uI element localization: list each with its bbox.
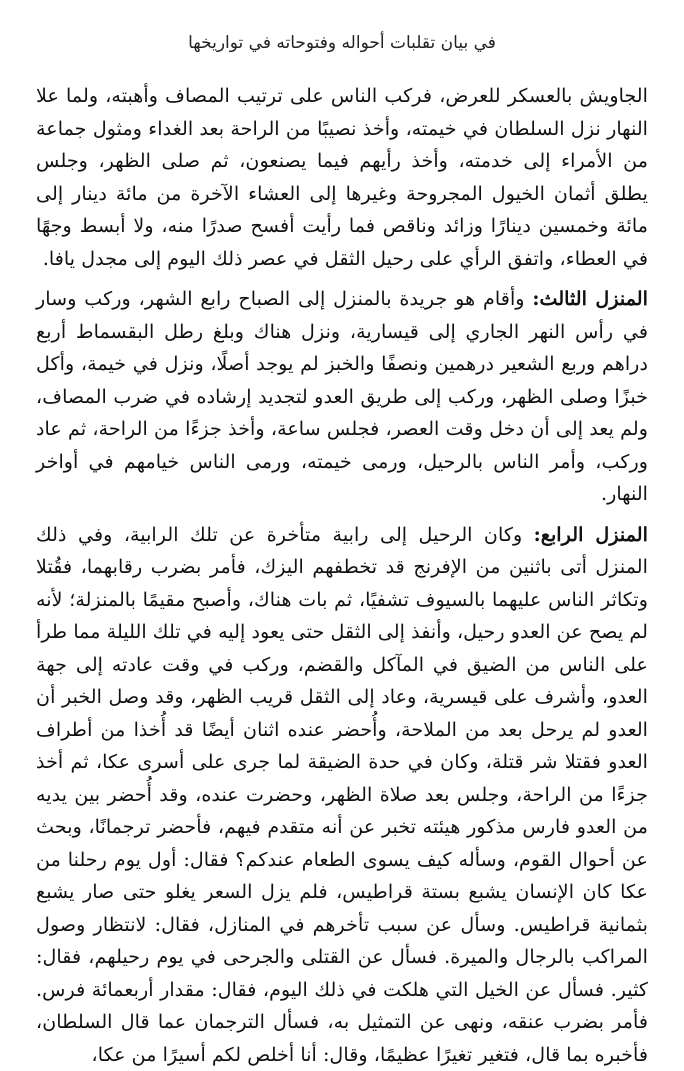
paragraph-2-lead: المنزل الثالث:: [532, 287, 648, 310]
paragraph-1: [36, 80, 648, 275]
running-header: في بيان تقلبات أحواله وفتوحاته في تواريخها: [36, 30, 648, 56]
paragraph-1-text: الجاويش بالعسكر للعرض، فركب الناس على ترتيب المصاف وأهبته، ولما علا النهار نزل السلطان في خيمته، وأخذ نصيبًا من الراحة بعد الغداء ومثول جماعة من الأمراء إلى خدمته، وأخذ رأيهم فيما يصنعون، ثم صلى الظهر، وجلس يطلق أثمان الخيول المجروحة وغيرها إلى العشاء الآخرة من مائة دينار إلى مائة وخمسين دينارًا وزائد وناقص فما رأيت أفسح صدرًا منه، ولا أبسط وجهًا في العطاء، واتفق الرأي على رحيل الثقل في عصر ذلك اليوم إلى مجدل يافا.: [36, 84, 648, 270]
paragraph-3-text: وكان الرحيل إلى رابية متأخرة عن تلك الرابية، وفي ذلك المنزل أتى باثنين من الإفرنج قد تخطفهم اليزك، فأمر بضرب رقابهما، فقُتلا وتكاثر الناس عليهما بالسيوف تشفيًا، ثم بات هناك، وأصبح مقيمًا بالمنزلة؛ لأنه لم يصح عن العدو رحيل، وأنفذ إلى الثقل حتى يعود إليه في تلك الليلة مما طرأ على الناس من الضيق في المآكل والقضم، وركب في وقت عادته إلى جهة العدو، وأشرف على قيسرية، وعاد إلى الثقل قريب الظهر، وقد وصل الخبر أن العدو لم يرحل بعد من الملاحة، وأُحضر عنده اثنان أيضًا قد أُخذا من أطراف العدو فقتلا شر قتلة، وكان في حدة الضيقة لما جرى على أسرى عكا، ثم أخذ جزءًا من الراحة، وجلس بعد صلاة الظهر، وحضرت عنده، وقد أُحضر بين يديه من العدو فارس مذكور هيئته تخبر عن أنه متقدم فيهم، فأحضر ترجمانًا، وبحث عن أحوال القوم، وسأله كيف يسوى الطعام عندكم؟ فقال: أول يوم رحلنا من عكا كان الإنسان يشبع بستة قراطيس، فلم يزل السعر يغلو حتى صار يشبع بثمانية قراطيس. وسأل عن سبب تأخرهم في المنازل، فقال: لانتظار وصول المراكب بالرجال والميرة. فسأل عن القتلى والجرحى في يوم رحيلهم، فقال: كثير. فسأل عن الخيل التي هلكت في ذلك اليوم، فقال: مقدار أربعمائة فرس. فأمر بضرب عنقه، ونهى عن التمثيل به، فسأل الترجمان عما قال السلطان، فأخبره بما قال، فتغير تغيرًا عظيمًا، وقال: أنا أخلص لكم أسيرًا من عكا،: [36, 523, 648, 1066]
paragraph-2-text: وأقام هو جريدة بالمنزل إلى الصباح رابع الشهر، وركب وسار في رأس النهر الجاري إلى قيسارية، ونزل هناك وبلغ رطل البقسماط أربع دراهم وربع الشعير درهمين ونصفًا والخبز لم يوجد أصلًا، ونزل في خيمة، وأكل خبزًا وصلى الظهر، وركب إلى طريق العدو لتجديد إرشاده في ضرب المصاف، ولم يعد إلى أن دخل وقت العصر، فجلس ساعة، وأخذ جزءًا من الراحة، ثم عاد وركب، وأمر الناس بالرحيل، ورمى خيمته، ورمى الناس خيامهم في أواخر النهار.: [36, 287, 648, 505]
paragraph-3-lead: المنزل الرابع:: [534, 523, 648, 546]
paragraph-3: [36, 519, 648, 1071]
paragraph-2: [36, 283, 648, 511]
